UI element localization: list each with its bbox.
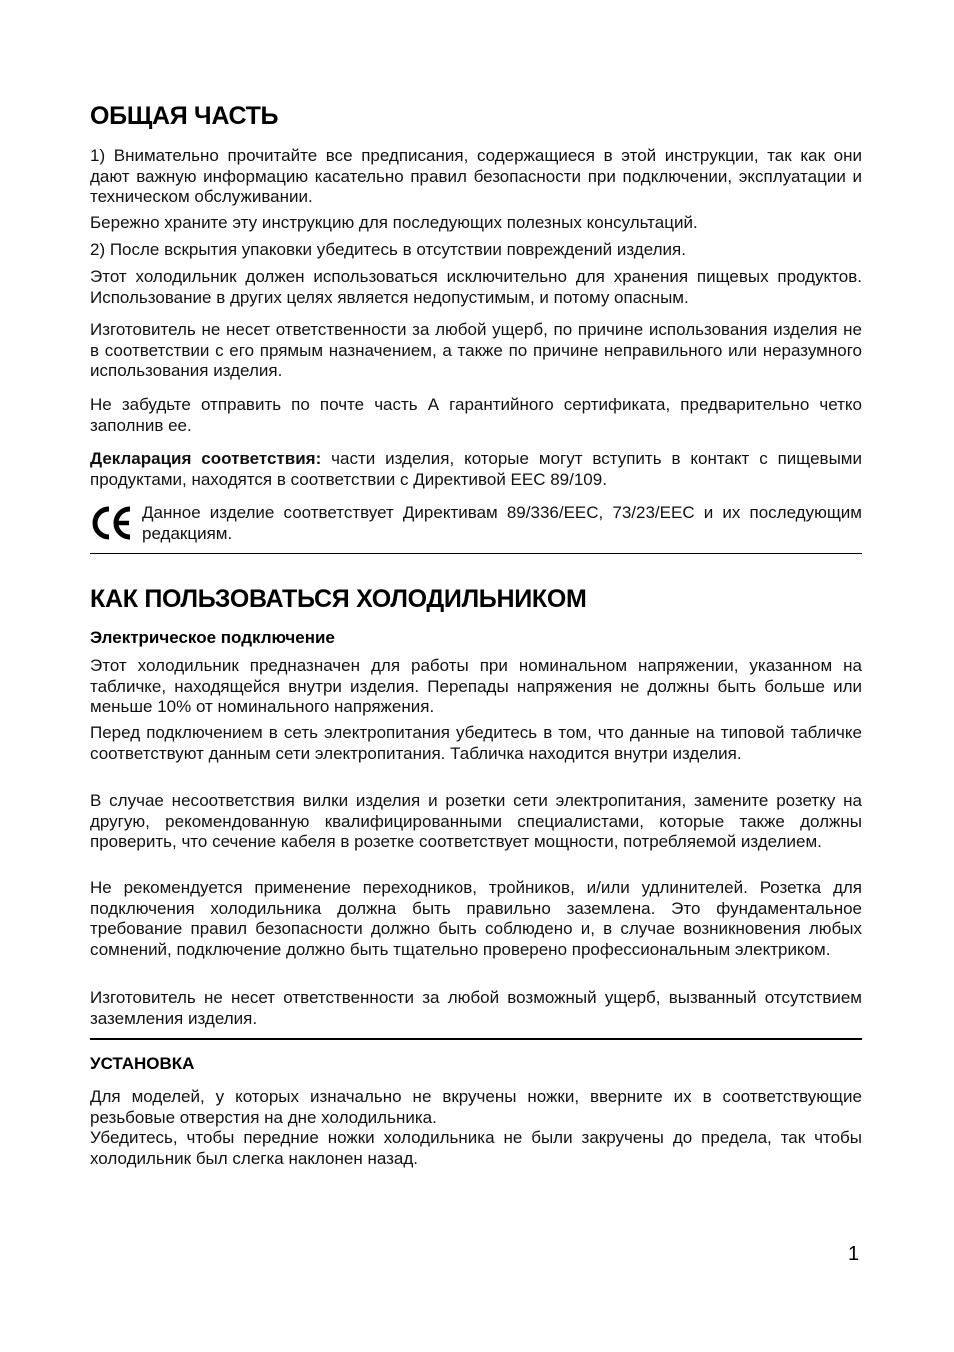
divider-line-thick bbox=[90, 1038, 862, 1040]
electrical-p3: В случае несоответствия вилки изделия и розетки сети электропитания, замените розетку на другую, рекомендованную квалифицированными специалистами, которые также должны проверить, что сечение кабеля в розетке соответствует мощности, потребляемой изделием. bbox=[90, 791, 862, 851]
general-p5: Изготовитель не несет ответственности за любой ущерб, по причине использования изделия не в соответствии с его прямым назначением, а также по причине неправильного или неразумного использования изделия. bbox=[90, 320, 862, 380]
electrical-p5: Изготовитель не несет ответственности за любой возможный ущерб, вызванный отсутствием заземления изделия. bbox=[90, 988, 862, 1028]
divider-line bbox=[90, 553, 862, 554]
electrical-p2: Перед подключением в сеть электропитания убедитесь в том, что данные на типовой табличке соответствуют данным сети электропитания. Табличка находится внутри изделия. bbox=[90, 723, 862, 763]
page-number: 1 bbox=[848, 1243, 860, 1265]
general-p6: Не забудьте отправить по почте часть А гарантийного сертификата, предварительно четко заполнив ее. bbox=[90, 395, 862, 435]
electrical-p4: Не рекомендуется применение переходников, тройников, и/или удлинителей. Розетка для подключения холодильника должна быть правильно заземлена. Это фундаментальное требование правил безопасности должно быть соблюдено и, в случае возникновения любых сомнений, подключение должно быть тщательно проверено профессиональным электриком. bbox=[90, 878, 862, 959]
installation-paragraph-2 bbox=[90, 1128, 862, 1169]
general-paragraph-5 bbox=[90, 320, 862, 382]
declaration-label: Декларация соответствия: bbox=[90, 449, 322, 468]
ce-compliance-row bbox=[90, 503, 862, 544]
installation-p1: Для моделей, у которых изначально не вкручены ножки, вверните их в соответствующие резьбовые отверстия на дне холодильника. bbox=[90, 1087, 862, 1127]
section-usage bbox=[90, 584, 862, 614]
electrical-paragraph-3 bbox=[90, 791, 862, 853]
installation-title: УСТАНОВКА bbox=[90, 1054, 195, 1073]
general-paragraph-3 bbox=[90, 240, 862, 261]
section-general-title: ОБЩАЯ ЧАСТЬ bbox=[90, 102, 279, 130]
installation-p2: Убедитесь, чтобы передние ножки холодильника не были закручены до предела, так чтобы холодильник был слегка наклонен назад. bbox=[90, 1128, 862, 1168]
electrical-p1: Этот холодильник предназначен для работы при номинальном напряжении, указанном на табличке, находящейся внутри изделия. Перепады напряжения не должны быть больше или меньше 10% от номинального напряжения. bbox=[90, 656, 862, 716]
general-p2: Бережно храните эту инструкцию для последующих полезных консультаций. bbox=[90, 213, 698, 232]
general-p3: 2) После вскрытия упаковки убедитесь в отсутствии повреждений изделия. bbox=[90, 240, 686, 259]
general-paragraph-1 bbox=[90, 146, 862, 208]
declaration-text bbox=[90, 449, 862, 490]
general-paragraph-2 bbox=[90, 213, 862, 234]
electrical-title: Электрическое подключение bbox=[90, 628, 335, 647]
section-general bbox=[90, 101, 862, 131]
declaration-paragraph bbox=[90, 449, 862, 490]
declaration-body: части изделия, которые могут вступить в контакт с пищевыми продуктами, находятся в соответствии с Директивой EEC 89/109. bbox=[90, 449, 862, 489]
section-usage-title: КАК ПОЛЬЗОВАТЬСЯ ХОЛОДИЛЬНИКОМ bbox=[90, 585, 587, 613]
installation-heading-block bbox=[90, 1054, 862, 1074]
installation-paragraph-1 bbox=[90, 1087, 862, 1128]
electrical-paragraph-5 bbox=[90, 988, 862, 1029]
ce-mark-icon bbox=[90, 505, 134, 541]
electrical-heading-block bbox=[90, 628, 862, 648]
electrical-paragraph-4 bbox=[90, 878, 862, 960]
electrical-paragraph-2 bbox=[90, 723, 862, 764]
ce-text: Данное изделие соответствует Директивам 89/336/EEC, 73/23/EEC и их последующим редакциям. bbox=[142, 503, 862, 543]
general-paragraph-6 bbox=[90, 395, 862, 436]
electrical-paragraph-1 bbox=[90, 656, 862, 718]
general-paragraph-4 bbox=[90, 267, 862, 308]
general-p4: Этот холодильник должен использоваться исключительно для хранения пищевых продуктов. Использование в других целях является недопустимым, и потому опасным. bbox=[90, 267, 862, 307]
general-p1: 1) Внимательно прочитайте все предписания, содержащиеся в этой инструкции, так как они дают важную информацию касательно правил безопасности при подключении, эксплуатации и техническом обслуживании. bbox=[90, 146, 862, 206]
